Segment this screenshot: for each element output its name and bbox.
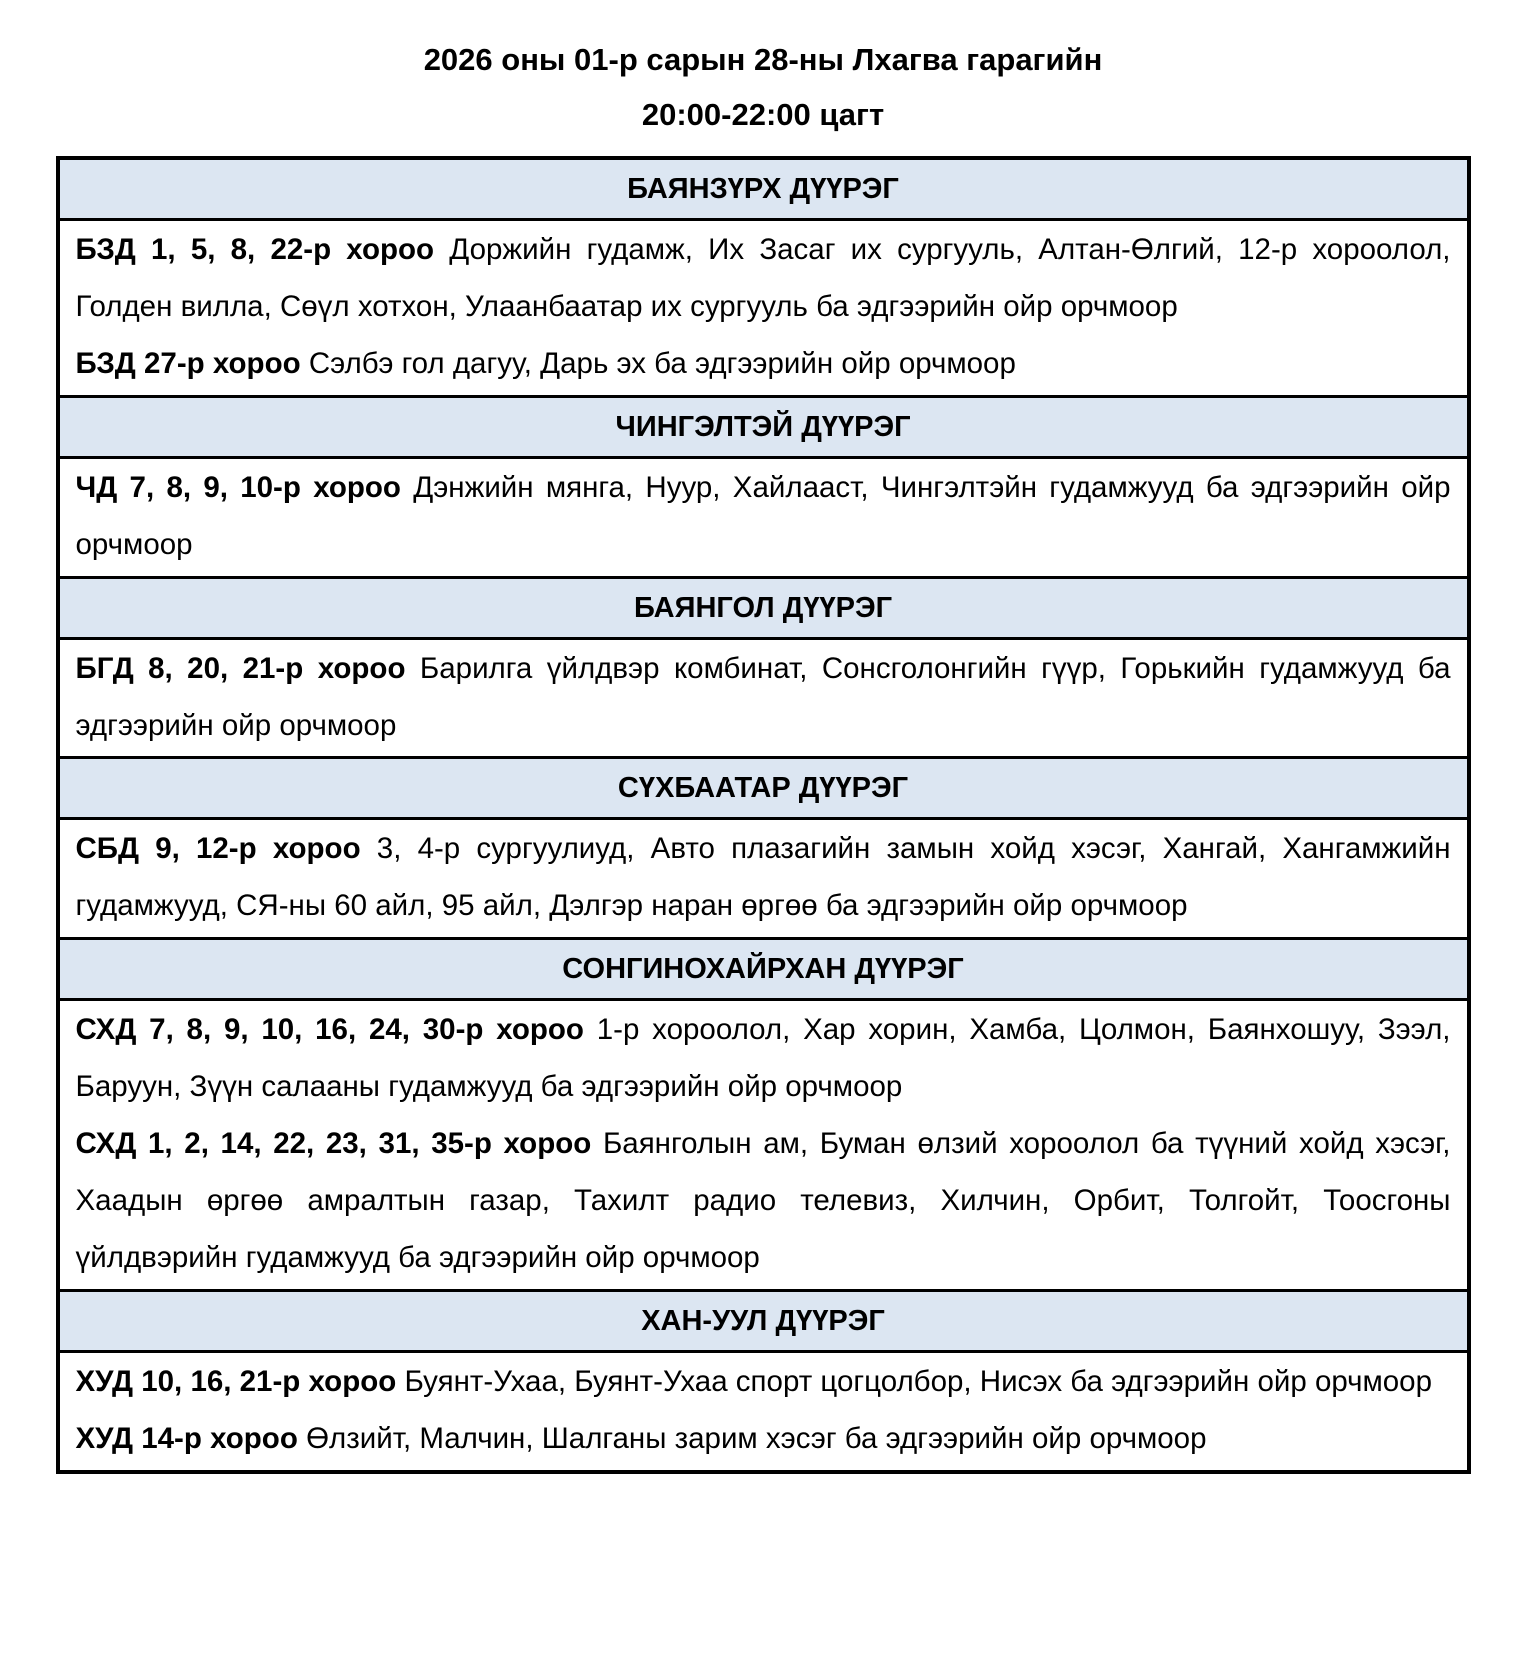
area-list: Дэнжийн мянга, Нуур, Хайлааст, Чингэлтэйн гудамжууд ба эдгээрийн ойр орчмоор	[75, 470, 1451, 561]
section-header-khan-uul: ХАН-УУЛ ДҮҮРЭГ	[60, 1289, 1467, 1353]
area-list: Доржийн гудамж, Их Засаг их сургууль, Алтан-Өлгий, 12-р хороолол, Голден вилла, Сөүл хотхон, Улаанбаатар их сургууль ба эдгээрийн ойр орчмоор	[75, 233, 1451, 323]
khoroo-label: БГД 8, 20, 21-р хороо	[75, 651, 406, 685]
area-list: 1-р хороолол, Хар хорин, Хамба, Цолмон, Баянхошуу, Зээл, Баруун, Зүүн салааны гудамжууд ба эдгээрийн ойр орчмоор	[75, 1013, 1451, 1104]
section-header-songinokhairkhan: СОНГИНОХАЙРХАН ДҮҮРЭГ	[60, 937, 1467, 1001]
area-list: Сэлбэ гол дагуу, Дарь эх ба эдгээрийн ойр орчмоор	[308, 346, 1016, 380]
section-body-bayangol	[60, 640, 1467, 757]
khoroo-label: СХД 7, 8, 9, 10, 16, 24, 30-р хороо	[75, 1013, 584, 1047]
khoroo-label: БЗД 27-р хороо	[75, 346, 301, 380]
area-list: Баянголын ам, Буман өлзий хороолол ба түүний хойд хэсэг, Хаадын өргөө амралтын газар, Тахилт радио телевиз, Хилчин, Орбит, Толгойт, Тоосгоны үйлдвэрийн гудамжууд ба эдгээрийн ойр орчмоор	[75, 1127, 1451, 1274]
section-body-khan-uul	[60, 1353, 1467, 1470]
outage-entry	[76, 821, 1451, 935]
document-title-time: 20:00-22:00 цагт	[641, 97, 885, 132]
khoroo-label: СХД 1, 2, 14, 22, 23, 31, 35-р хороо	[75, 1127, 592, 1161]
area-list: Өлзийт, Малчин, Шалганы зарим хэсэг ба эдгээрийн ойр орчмоор	[306, 1421, 1207, 1455]
document-title-date: 2026 оны 01-р сарын 28-ны Лхагва гарагийн	[423, 42, 1103, 77]
section-body-chingeltei	[60, 459, 1467, 576]
outage-entry	[76, 1116, 1451, 1287]
section-header-bayangol: БАЯНГОЛ ДҮҮРЭГ	[60, 576, 1467, 640]
khoroo-label: ХУД 10, 16, 21-р хороо	[75, 1364, 397, 1398]
outage-entry	[76, 460, 1451, 574]
section-body-sukhbaatar	[60, 820, 1467, 937]
khoroo-label: СБД 9, 12-р хороо	[75, 832, 361, 866]
section-header-bayanzurkh: БАЯНЗҮРХ ДҮҮРЭГ	[60, 160, 1467, 221]
outage-entry	[76, 1411, 1451, 1468]
khoroo-label: ХУД 14-р хороо	[75, 1421, 298, 1455]
outage-entry	[76, 1002, 1451, 1116]
outage-entry	[76, 222, 1451, 336]
section-body-songinokhairkhan	[60, 1001, 1467, 1289]
outage-entry	[76, 641, 1451, 755]
outage-entry	[76, 1354, 1451, 1411]
khoroo-label: ЧД 7, 8, 9, 10-р хороо	[75, 470, 401, 504]
area-list: 3, 4-р сургуулиуд, Авто плазагийн замын хойд хэсэг, Хангай, Хангамжийн гудамжууд, СЯ-ны 60 айл, 95 айл, Дэлгэр наран өргөө ба эдгээрийн ойр орчмоор	[75, 832, 1451, 923]
section-header-sukhbaatar: СҮХБААТАР ДҮҮРЭГ	[60, 756, 1467, 820]
outage-schedule-table	[56, 156, 1471, 1474]
area-list: Буянт-Ухаа, Буянт-Ухаа спорт цогцолбор, Нисэх ба эдгээрийн ойр орчмоор	[404, 1364, 1432, 1398]
section-header-chingeltei: ЧИНГЭЛТЭЙ ДҮҮРЭГ	[60, 395, 1467, 459]
section-body-bayanzurkh	[60, 221, 1467, 395]
khoroo-label: БЗД 1, 5, 8, 22-р хороо	[75, 233, 435, 266]
outage-entry	[76, 336, 1451, 393]
area-list: Барилга үйлдвэр комбинат, Сонсголонгийн гүүр, Горькийн гудамжууд ба эдгээрийн ойр орчмоор	[75, 651, 1451, 742]
